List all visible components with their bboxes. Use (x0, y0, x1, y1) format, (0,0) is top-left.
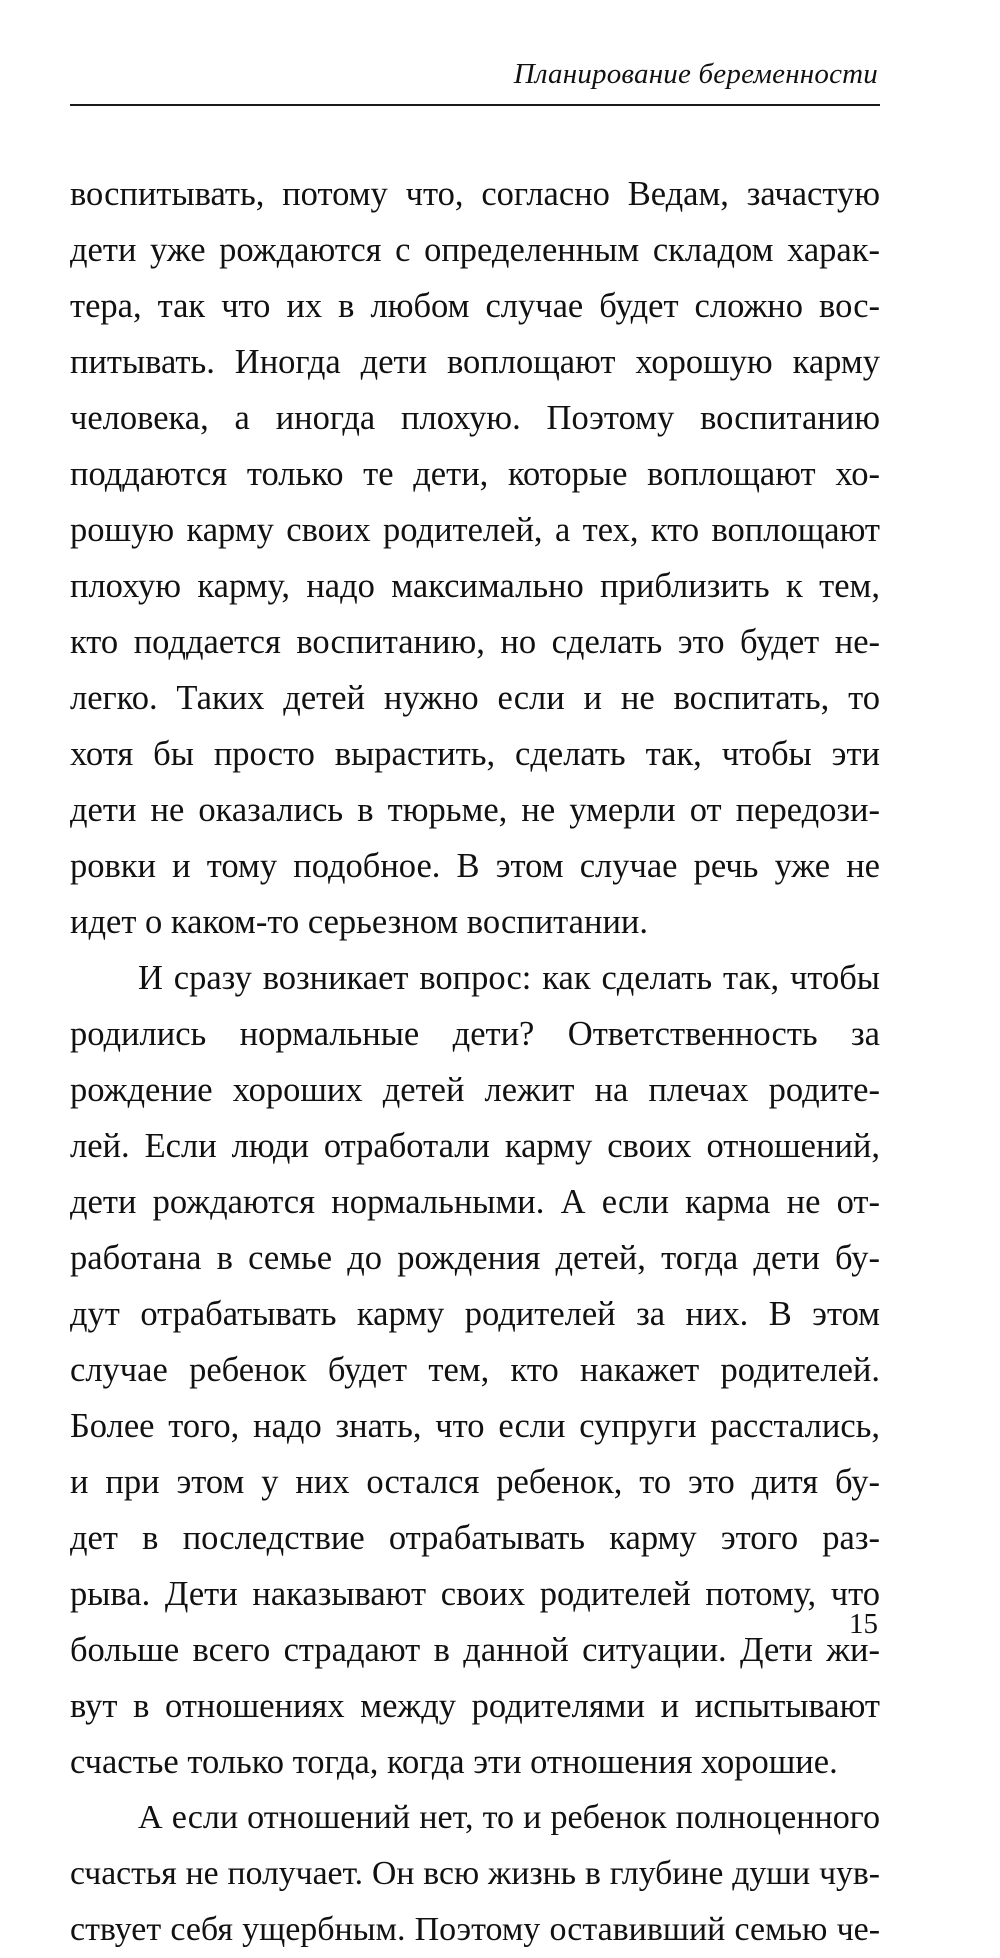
text-line: плохую карму, надо максимально приблизить к тем, (70, 567, 880, 605)
text-line: кто поддается воспитанию, но сделать это будет не- (70, 623, 880, 661)
text-line: случае ребенок будет тем, кто накажет родителей. (70, 1351, 880, 1389)
text-line: дети рождаются нормальными. А если карма не от- (70, 1183, 880, 1221)
text-line: идет о каком-то серьезном воспитании. (70, 903, 649, 941)
text-line: дети уже рождаются с определенным складом харак- (70, 231, 880, 269)
text-line: родились нормальные дети? Ответственность за (70, 1015, 880, 1053)
text-line: ствует себя ущербным. Поэтому оставивший семью че- (70, 1911, 880, 1948)
text-line: легко. Таких детей нужно если и не воспитать, то (70, 679, 880, 717)
body-text (70, 166, 880, 1958)
text-line: больше всего страдают в данной ситуации. Дети жи- (70, 1631, 880, 1669)
text-line: и при этом у них остался ребенок, то это дитя бу- (70, 1463, 880, 1501)
text-line: лей. Если люди отработали карму своих отношений, (70, 1127, 880, 1165)
text-line: тера, так что их в любом случае будет сложно вос- (70, 287, 880, 325)
text-line: рыва. Дети наказывают своих родителей потому, что (70, 1575, 880, 1613)
text-line: дет в последствие отрабатывать карму этого раз- (70, 1519, 880, 1557)
header-rule (70, 104, 880, 106)
text-line: поддаются только те дети, которые воплощают хо- (70, 455, 880, 493)
text-line: человека, а иногда плохую. Поэтому воспитанию (70, 399, 880, 437)
page-number: 15 (849, 1608, 878, 1640)
text-line: счастье только тогда, когда эти отношения хорошие. (70, 1743, 838, 1781)
text-line: работана в семье до рождения детей, тогда дети бу- (70, 1239, 880, 1277)
text-line: воспитывать, потому что, согласно Ведам, зачастую (70, 175, 880, 213)
text-line: ровки и тому подобное. В этом случае речь уже не (70, 847, 880, 885)
text-line: рождение хороших детей лежит на плечах родите- (70, 1071, 880, 1109)
text-line: Более того, надо знать, что если супруги расстались, (70, 1407, 880, 1445)
text-line: дут отрабатывать карму родителей за них. В этом (70, 1295, 880, 1333)
text-line: дети не оказались в тюрьме, не умерли от передози- (70, 791, 880, 829)
text-line: И сразу возникает вопрос: как сделать так, чтобы (138, 959, 880, 997)
text-line: питывать. Иногда дети воплощают хорошую карму (70, 343, 880, 381)
text-line: А если отношений нет, то и ребенок полноценного (138, 1799, 880, 1836)
text-line: вут в отношениях между родителями и испытывают (70, 1687, 880, 1725)
text-line: рошую карму своих родителей, а тех, кто воплощают (70, 511, 880, 549)
text-line: счастья не получает. Он всю жизнь в глубине души чув- (70, 1855, 880, 1892)
running-header: Планирование беременности (513, 58, 878, 90)
text-line: хотя бы просто вырастить, сделать так, чтобы эти (70, 735, 880, 773)
